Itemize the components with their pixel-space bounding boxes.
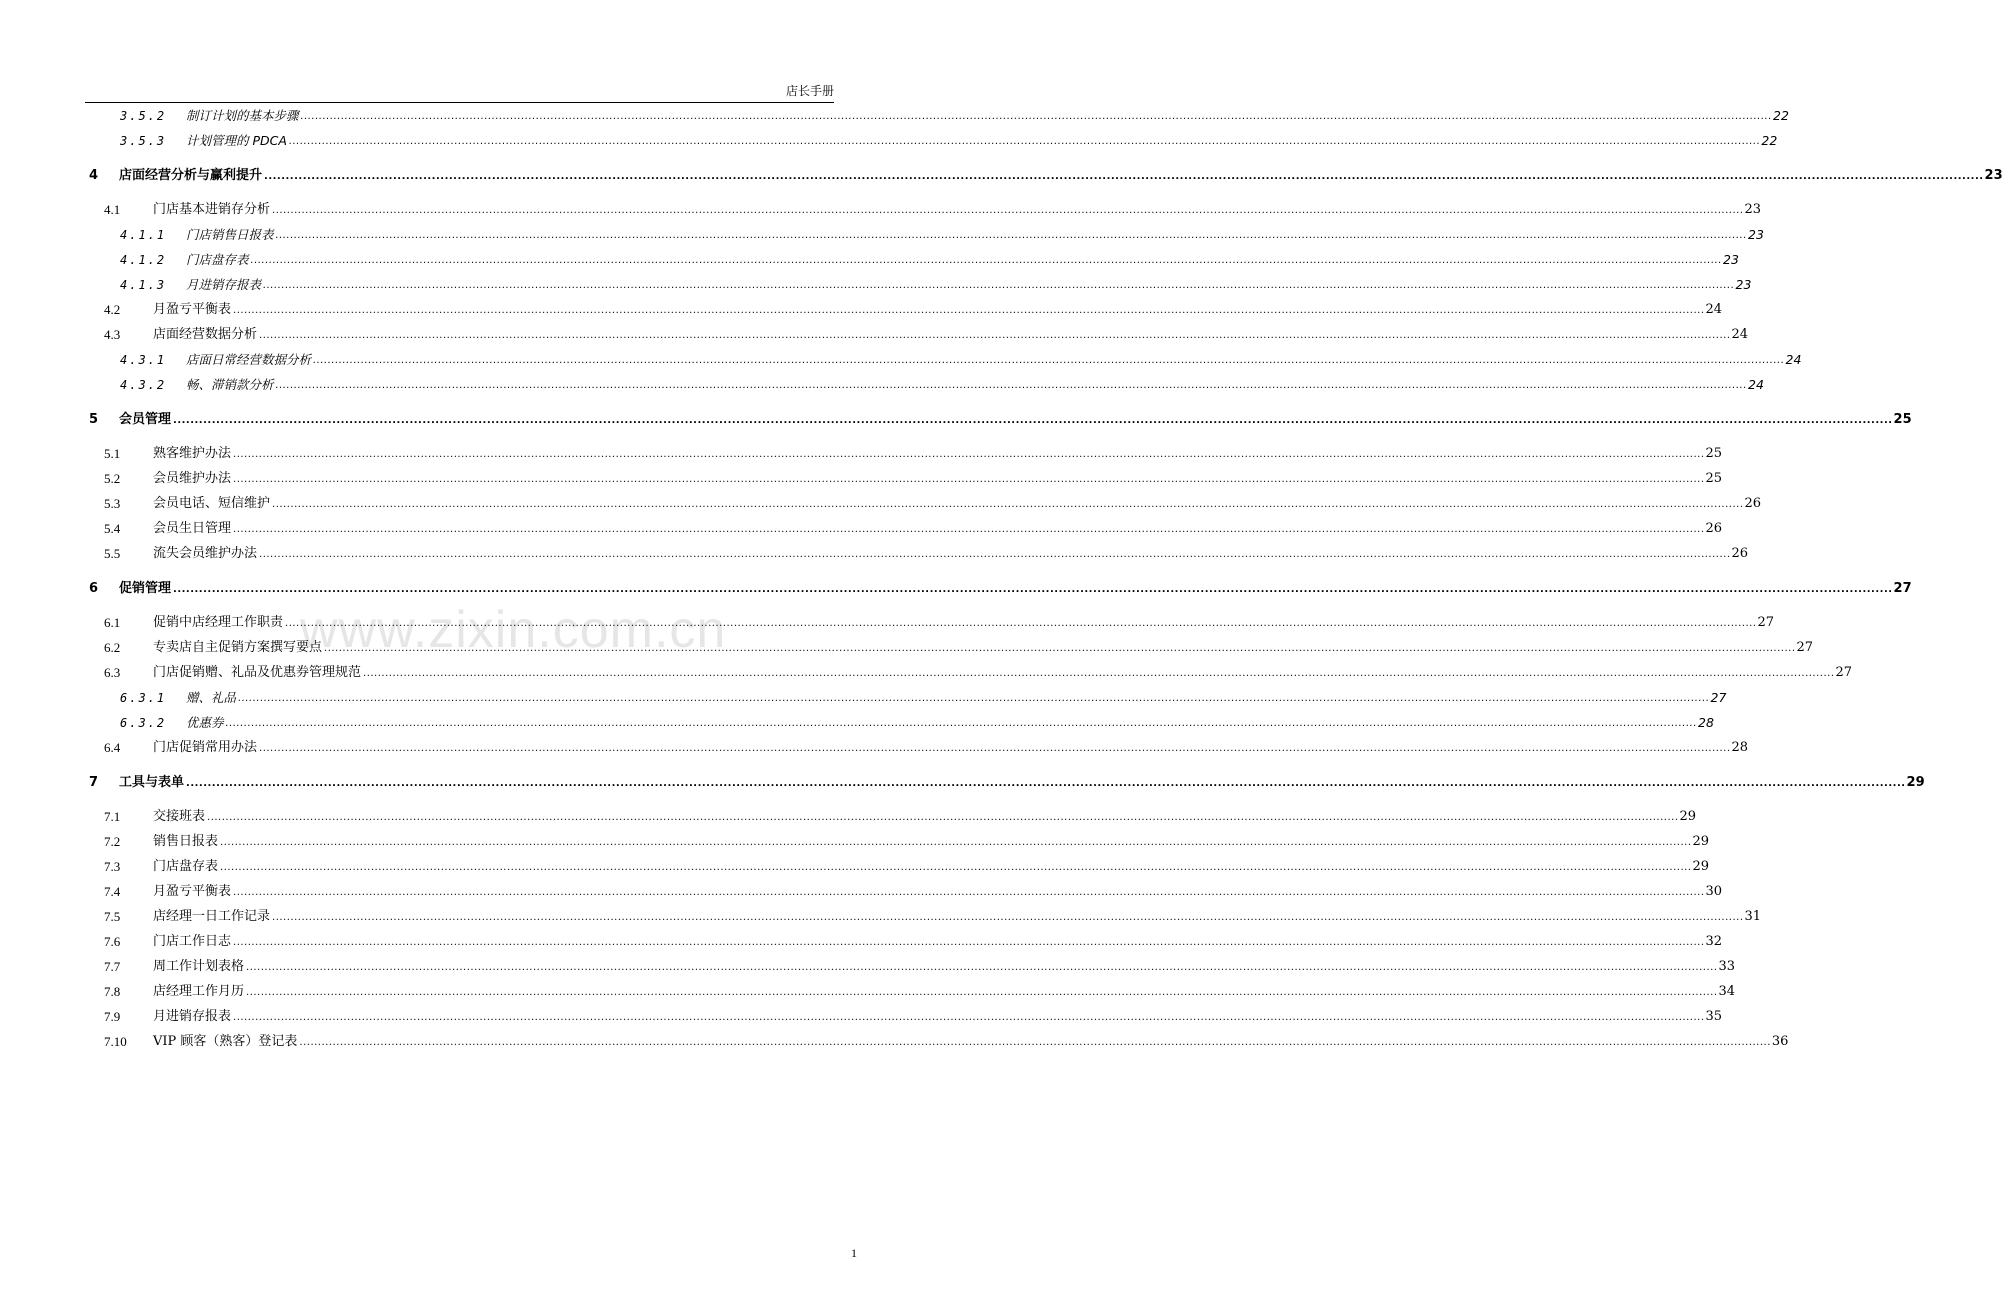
toc-entry-page: 33 xyxy=(1718,959,1736,974)
toc-entry-page: 24 xyxy=(1785,352,1802,367)
toc-entry-line xyxy=(153,615,1775,631)
toc-entry-page: 27 xyxy=(1757,615,1775,630)
toc-entry-title: 销售日报表 xyxy=(153,834,219,849)
toc-entry-number: 3.5.3 xyxy=(120,134,167,148)
toc-entry-page: 35 xyxy=(1705,1009,1723,1024)
toc-leader-dots: ................................................................................................................................................................................................................................................................................................................................................................................................................ xyxy=(233,449,1705,460)
toc-entry[interactable] xyxy=(0,855,1710,875)
toc-entry-line xyxy=(153,959,1736,975)
toc-entry[interactable] xyxy=(0,442,1723,462)
toc-entry-page: 23 xyxy=(1744,202,1762,217)
toc-entry-page: 31 xyxy=(1744,909,1762,924)
toc-entry-page: 25 xyxy=(1705,446,1723,461)
toc-entry-line xyxy=(186,377,1764,393)
toc-leader-dots: ................................................................................................................................................................................................................................................................................................................................................................................................................ xyxy=(272,205,1744,216)
toc-entry[interactable] xyxy=(0,1005,1723,1025)
toc-leader-dots: ................................................................................................................................................................................................................................................................................................................................................................................................................ xyxy=(300,111,1772,122)
toc-entry-title: 会员生日管理 xyxy=(153,521,232,536)
toc-entry-title: 优惠券 xyxy=(186,715,224,730)
toc-entry-page: 24 xyxy=(1748,377,1764,392)
toc-leader-dots: ................................................................................................................................................................................................................................................................................................................................................................................................................ xyxy=(259,549,1731,560)
toc-leader-dots: ................................................................................................................................................................................................................................................................................................................................................................................................................ xyxy=(233,474,1705,485)
toc-entry-number: 7.9 xyxy=(104,1009,121,1024)
toc-entry-page: 25 xyxy=(1705,471,1723,486)
toc-entry-page: 28 xyxy=(1698,715,1714,730)
toc-entry-title: 门店促销常用办法 xyxy=(153,740,258,755)
toc-entry[interactable] xyxy=(0,980,1736,1000)
toc-entry-line xyxy=(119,581,1912,597)
toc-entry-line xyxy=(153,984,1736,1000)
toc-entry-number: 4.1 xyxy=(104,202,121,217)
toc-entry[interactable] xyxy=(0,129,1778,149)
toc-entry-page: 27 xyxy=(1710,690,1727,705)
toc-entry-number: 4.3 xyxy=(104,327,121,342)
toc-leader-dots: ................................................................................................................................................................................................................................................................................................................................................................................................................ xyxy=(272,912,1744,923)
toc-entry[interactable] xyxy=(0,273,1752,293)
toc-entry-line xyxy=(119,412,1912,428)
page-header xyxy=(85,84,834,103)
toc-entry-title: 畅、滞销款分析 xyxy=(186,377,274,392)
toc-entry-page: 23 xyxy=(1735,277,1752,292)
toc-entry[interactable] xyxy=(0,880,1723,900)
toc-leader-dots: ................................................................................................................................................................................................................................................................................................................................................................................................................ xyxy=(264,171,1984,182)
toc-entry[interactable] xyxy=(0,711,1714,731)
toc-entry-number: 4.3.2 xyxy=(120,378,167,392)
toc-entry-number: 4 xyxy=(89,168,99,183)
toc-leader-dots: ................................................................................................................................................................................................................................................................................................................................................................................................................ xyxy=(250,255,1722,266)
toc-entry-page: 24 xyxy=(1705,302,1723,317)
toc-entry-page: 29 xyxy=(1679,809,1697,824)
toc-leader-dots: ................................................................................................................................................................................................................................................................................................................................................................................................................ xyxy=(313,355,1785,366)
toc-leader-dots: ................................................................................................................................................................................................................................................................................................................................................................................................................ xyxy=(225,718,1697,729)
toc-entry-number: 4.1.2 xyxy=(120,253,167,267)
toc-entry-title: 制订计划的基本步骤 xyxy=(186,108,299,123)
toc-entry-line xyxy=(186,690,1727,706)
toc-entry-title: 店面经营分析与赢利提升 xyxy=(119,168,263,183)
toc-entry-title: VIP 顾客（熟客）登记表 xyxy=(153,1034,298,1049)
toc-entry-number: 7.1 xyxy=(104,809,121,824)
toc-leader-dots: ................................................................................................................................................................................................................................................................................................................................................................................................................ xyxy=(299,1037,1771,1048)
toc-entry-page: 29 xyxy=(1692,859,1710,874)
toc-leader-dots: ................................................................................................................................................................................................................................................................................................................................................................................................................ xyxy=(324,643,1796,654)
toc-entry-page: 22 xyxy=(1761,133,1778,148)
toc-entry[interactable] xyxy=(0,467,1723,487)
toc-entry-line xyxy=(153,1009,1723,1025)
toc-leader-dots: ................................................................................................................................................................................................................................................................................................................................................................................................................ xyxy=(233,1012,1705,1023)
toc-entry-line xyxy=(186,352,1802,368)
toc-entry-number: 7.5 xyxy=(104,909,121,924)
toc-entry-number: 7.3 xyxy=(104,859,121,874)
toc-entry-title: 门店工作日志 xyxy=(153,934,232,949)
toc-entry-number: 7.8 xyxy=(104,984,121,999)
toc-leader-dots: ................................................................................................................................................................................................................................................................................................................................................................................................................ xyxy=(233,524,1705,535)
toc-leader-dots: ................................................................................................................................................................................................................................................................................................................................................................................................................ xyxy=(233,937,1705,948)
toc-leader-dots: ................................................................................................................................................................................................................................................................................................................................................................................................................ xyxy=(275,230,1747,241)
toc-entry[interactable] xyxy=(0,373,1764,393)
toc-entry-page: 28 xyxy=(1731,740,1749,755)
toc-entry-title: 周工作计划表格 xyxy=(153,959,245,974)
toc-entry-page: 22 xyxy=(1773,108,1789,123)
toc-entry-title: 工具与表单 xyxy=(119,775,185,790)
toc-entry-title: 计划管理的 PDCA xyxy=(186,133,287,148)
toc-entry-line xyxy=(119,168,2003,184)
toc-entry-line xyxy=(186,227,1764,243)
toc-entry-title: 门店基本进销存分析 xyxy=(153,202,271,217)
toc-entry-number: 5.3 xyxy=(104,496,121,511)
toc-entry-number: 6.4 xyxy=(104,740,121,755)
toc-entry-line xyxy=(153,471,1723,487)
toc-entry-number: 6.2 xyxy=(104,640,121,655)
toc-entry-number: 4.2 xyxy=(104,302,121,317)
toc-entry[interactable] xyxy=(0,636,1814,656)
toc-leader-dots: ................................................................................................................................................................................................................................................................................................................................................................................................................ xyxy=(363,668,1835,679)
toc-entry-line xyxy=(153,809,1697,825)
toc-entry-title: 促销中店经理工作职责 xyxy=(153,615,284,630)
toc-leader-dots: ................................................................................................................................................................................................................................................................................................................................................................................................................ xyxy=(288,136,1761,147)
toc-entry-line xyxy=(153,640,1814,656)
toc-entry-number: 4.3.1 xyxy=(120,353,167,367)
toc-entry-line xyxy=(186,715,1714,731)
toc-entry[interactable] xyxy=(0,492,1762,512)
toc-entry-title: 交接班表 xyxy=(153,809,206,824)
header-title: 店长手册 xyxy=(785,84,834,98)
toc-entry-title: 门店销售日报表 xyxy=(186,227,274,242)
toc-entry-title: 门店促销赠、礼品及优惠券管理规范 xyxy=(153,665,362,680)
toc-leader-dots: ................................................................................................................................................................................................................................................................................................................................................................................................................ xyxy=(272,499,1744,510)
toc-entry-line xyxy=(153,934,1723,950)
toc-entry-title: 店经理工作月历 xyxy=(153,984,245,999)
toc-entry-title: 月进销存报表 xyxy=(153,1009,232,1024)
toc-leader-dots: ................................................................................................................................................................................................................................................................................................................................................................................................................ xyxy=(238,693,1710,704)
toc-entry[interactable] xyxy=(0,517,1723,537)
toc-leader-dots: ................................................................................................................................................................................................................................................................................................................................................................................................................ xyxy=(207,812,1679,823)
toc-entry-page: 27 xyxy=(1893,581,1912,596)
toc-entry-title: 会员管理 xyxy=(119,412,172,427)
watermark: www.zixin.com.cn xyxy=(300,601,727,659)
toc-entry[interactable] xyxy=(0,323,1749,343)
toc-entry-title: 门店盘存表 xyxy=(186,252,249,267)
toc-entry-number: 3.5.2 xyxy=(120,109,167,123)
toc-entry-number: 7 xyxy=(89,775,99,790)
toc-entry-page: 36 xyxy=(1771,1034,1789,1049)
toc-leader-dots: ................................................................................................................................................................................................................................................................................................................................................................................................................ xyxy=(259,330,1731,341)
toc-entry-page: 26 xyxy=(1705,521,1723,536)
toc-entry-number: 7.10 xyxy=(104,1034,127,1049)
toc-entry-line xyxy=(153,884,1723,900)
toc-leader-dots: ................................................................................................................................................................................................................................................................................................................................................................................................................ xyxy=(246,987,1718,998)
toc-entry-line xyxy=(119,775,1925,791)
toc-entry[interactable] xyxy=(0,805,1697,825)
toc-entry[interactable] xyxy=(0,661,1853,681)
toc-leader-dots: ................................................................................................................................................................................................................................................................................................................................................................................................................ xyxy=(233,305,1705,316)
toc-entry[interactable] xyxy=(0,830,1710,850)
toc-entry-page: 27 xyxy=(1835,665,1853,680)
toc-entry-page: 25 xyxy=(1893,412,1912,427)
toc-entry[interactable] xyxy=(0,736,1749,756)
toc-entry-line xyxy=(186,252,1739,268)
toc-entry[interactable] xyxy=(0,223,1764,243)
toc-entry[interactable] xyxy=(0,348,1802,368)
toc-entry-page: 26 xyxy=(1731,546,1749,561)
toc-entry-number: 7.6 xyxy=(104,934,121,949)
toc-entry-title: 店经理一日工作记录 xyxy=(153,909,271,924)
toc-leader-dots: ................................................................................................................................................................................................................................................................................................................................................................................................................ xyxy=(220,862,1692,873)
toc-entry[interactable] xyxy=(0,955,1736,975)
toc-entry-line xyxy=(153,521,1723,537)
toc-entry-line xyxy=(153,834,1710,850)
toc-entry-title: 店面经营数据分析 xyxy=(153,327,258,342)
toc-leader-dots: ................................................................................................................................................................................................................................................................................................................................................................................................................ xyxy=(263,280,1735,291)
toc-entry[interactable] xyxy=(0,408,1912,428)
toc-entry-title: 流失会员维护办法 xyxy=(153,546,258,561)
toc-entry-title: 会员维护办法 xyxy=(153,471,232,486)
toc-entry-number: 6.3.1 xyxy=(120,691,167,705)
toc-leader-dots: ................................................................................................................................................................................................................................................................................................................................................................................................................ xyxy=(246,962,1718,973)
toc-entry-number: 5.5 xyxy=(104,546,121,561)
toc-entry-title: 促销管理 xyxy=(119,581,172,596)
toc-entry-title: 会员电话、短信维护 xyxy=(153,496,271,511)
toc-entry-title: 月进销存报表 xyxy=(186,277,262,292)
toc-entry-line xyxy=(153,909,1762,925)
toc-entry-number: 5.4 xyxy=(104,521,121,536)
toc-leader-dots: ................................................................................................................................................................................................................................................................................................................................................................................................................ xyxy=(275,380,1747,391)
toc-leader-dots: ................................................................................................................................................................................................................................................................................................................................................................................................................ xyxy=(285,618,1757,629)
toc-entry[interactable] xyxy=(0,198,1762,218)
toc-entry-page: 23 xyxy=(1748,227,1764,242)
toc-entry-title: 月盈亏平衡表 xyxy=(153,302,232,317)
toc-entry-title: 专卖店自主促销方案撰写要点 xyxy=(153,640,323,655)
toc-entry[interactable] xyxy=(0,164,2003,184)
toc-entry-number: 4.1.3 xyxy=(120,278,167,292)
toc-entry-title: 熟客维护办法 xyxy=(153,446,232,461)
toc-entry-title: 门店盘存表 xyxy=(153,859,219,874)
toc-leader-dots: ................................................................................................................................................................................................................................................................................................................................................................................................................ xyxy=(233,887,1705,898)
toc-entry[interactable] xyxy=(0,930,1723,950)
toc-entry-page: 29 xyxy=(1906,775,1925,790)
toc-entry[interactable] xyxy=(0,905,1762,925)
toc-entry-title: 月盈亏平衡表 xyxy=(153,884,232,899)
toc-entry[interactable] xyxy=(0,611,1775,631)
toc-entry-title: 店面日常经营数据分析 xyxy=(186,352,312,367)
toc-entry[interactable] xyxy=(0,771,1925,791)
toc-entry-number: 5 xyxy=(89,412,99,427)
toc-entry-line xyxy=(153,202,1762,218)
toc-entry-number: 5.2 xyxy=(104,471,121,486)
toc-entry-page: 29 xyxy=(1692,834,1710,849)
footer-page-number: 1 xyxy=(851,1246,857,1260)
toc-leader-dots: ................................................................................................................................................................................................................................................................................................................................................................................................................ xyxy=(220,837,1692,848)
toc-entry-number: 6.3 xyxy=(104,665,121,680)
toc-entry-line xyxy=(186,133,1778,149)
toc-leader-dots: ................................................................................................................................................................................................................................................................................................................................................................................................................ xyxy=(173,415,1893,426)
toc-entry[interactable] xyxy=(0,577,1912,597)
toc-entry-number: 6.1 xyxy=(104,615,121,630)
toc-entry-page: 23 xyxy=(1984,168,2003,183)
toc-entry[interactable] xyxy=(0,1030,1789,1050)
toc-entry-line xyxy=(153,740,1749,756)
toc-leader-dots: ................................................................................................................................................................................................................................................................................................................................................................................................................ xyxy=(173,584,1893,595)
toc-entry[interactable] xyxy=(0,542,1749,562)
toc-entry-line xyxy=(153,546,1749,562)
toc-entry-line xyxy=(153,1034,1789,1050)
toc-entry-page: 26 xyxy=(1744,496,1762,511)
toc-entry-number: 7.7 xyxy=(104,959,121,974)
toc-entry[interactable] xyxy=(0,248,1739,268)
toc-entry-line xyxy=(153,327,1749,343)
toc-entry-number: 6 xyxy=(89,581,99,596)
toc-entry-line xyxy=(153,496,1762,512)
toc-entry-line xyxy=(153,302,1723,318)
toc-entry-number: 7.2 xyxy=(104,834,121,849)
toc-entry-number: 6.3.2 xyxy=(120,716,167,730)
toc-entry[interactable] xyxy=(0,298,1723,318)
toc-entry-number: 4.1.1 xyxy=(120,228,167,242)
toc-entry-line xyxy=(153,446,1723,462)
toc-entry-line xyxy=(186,277,1752,293)
toc-entry-page: 23 xyxy=(1723,252,1739,267)
toc-entry-line xyxy=(153,859,1710,875)
toc-entry-line xyxy=(153,665,1853,681)
toc-entry-page: 34 xyxy=(1718,984,1736,999)
toc-entry-page: 32 xyxy=(1705,934,1723,949)
toc-entry-title: 赠、礼品 xyxy=(186,690,237,705)
toc-entry-number: 5.1 xyxy=(104,446,121,461)
toc-entry-page: 24 xyxy=(1731,327,1749,342)
toc-entry[interactable] xyxy=(0,686,1727,706)
toc-entry-number: 7.4 xyxy=(104,884,121,899)
toc-leader-dots: ................................................................................................................................................................................................................................................................................................................................................................................................................ xyxy=(259,743,1731,754)
toc-entry-page: 27 xyxy=(1796,640,1814,655)
toc-leader-dots: ................................................................................................................................................................................................................................................................................................................................................................................................................ xyxy=(186,778,1906,789)
toc-entry-page: 30 xyxy=(1705,884,1723,899)
toc-entry-line xyxy=(186,108,1789,124)
toc-entry[interactable] xyxy=(0,104,1789,124)
